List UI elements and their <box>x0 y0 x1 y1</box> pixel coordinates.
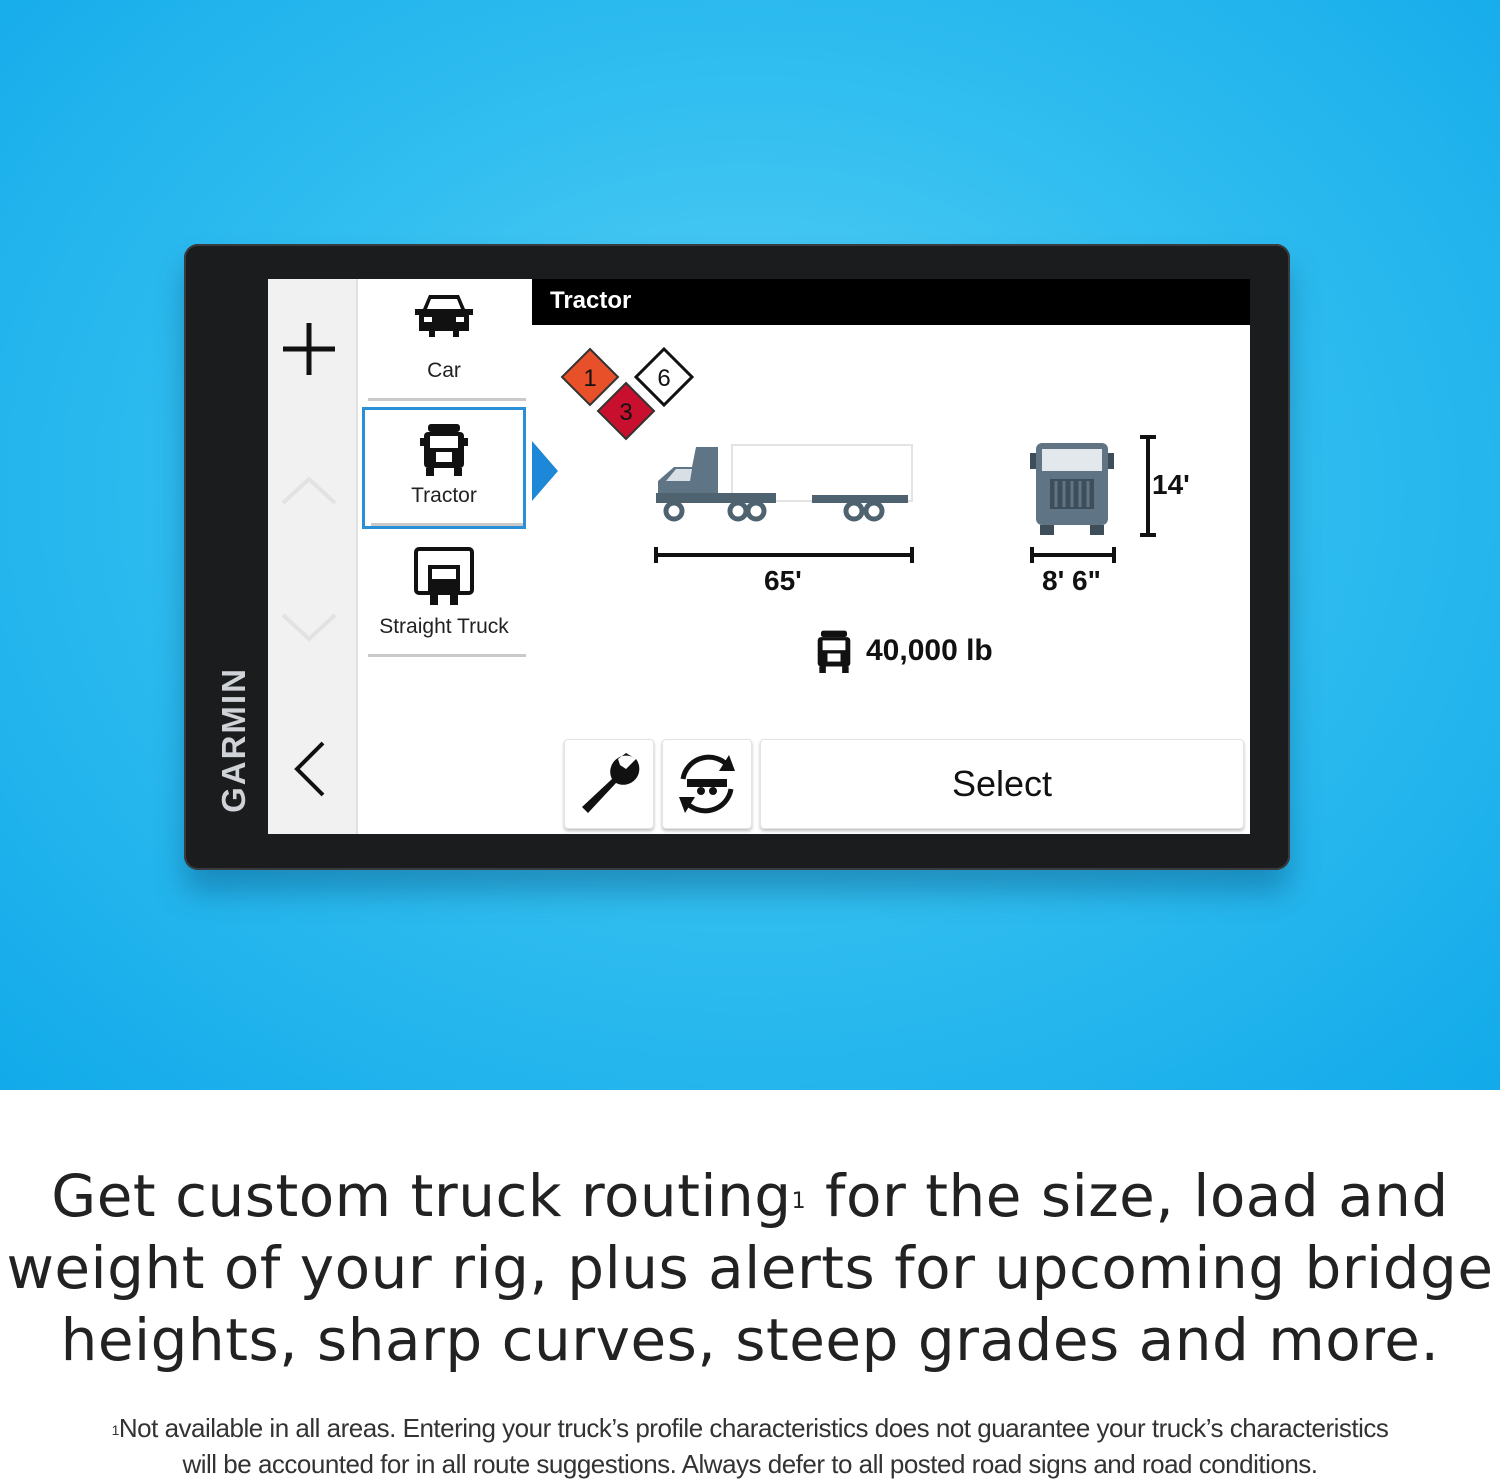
length-value: 65' <box>764 565 802 596</box>
vehicle-detail-panel <box>532 279 1250 834</box>
weight-readout <box>814 629 993 673</box>
vehicle-profile-list <box>358 279 532 834</box>
svg-text:6: 6 <box>657 365 671 392</box>
weight-value: 40,000 lb <box>866 634 993 667</box>
hazmat-placards <box>560 345 700 445</box>
divider <box>371 523 523 526</box>
side-rail <box>268 279 358 834</box>
list-item-label: Car <box>427 359 461 382</box>
width-value: 8' 6" <box>1042 565 1101 596</box>
length-dimension-line <box>654 545 916 565</box>
brand-logo: GARMIN <box>215 667 252 813</box>
list-item-tractor[interactable] <box>362 407 526 529</box>
truck-weight-icon <box>814 629 854 673</box>
scroll-down-button[interactable] <box>268 599 350 659</box>
chevron-up-icon <box>279 471 339 507</box>
marketing-caption: Get custom truck routing$^1$ for the size, load and weight of your rig, plus alerts for upcoming bridge heights, sharp curves, steep grades and more. <box>6 1162 1494 1374</box>
back-button[interactable] <box>268 729 350 809</box>
title-bar <box>532 279 1250 325</box>
tractor-truck-icon <box>420 422 468 476</box>
width-dimension-line <box>1030 545 1116 565</box>
list-item-straight-truck[interactable] <box>362 535 526 657</box>
footnote: $^1$Not available in all areas. Entering your truck’s profile characteristics does not guarantee your truck’s characteristics will be accounted for in all route suggestions. Always defer to all posted road signs and road conditions. <box>111 1413 1389 1479</box>
settings-button[interactable] <box>564 739 654 829</box>
scroll-up-button[interactable] <box>268 459 350 519</box>
select-button-label: Select <box>951 763 1053 804</box>
list-item-label: Straight Truck <box>379 615 509 638</box>
back-arrow-icon <box>289 739 329 799</box>
hazmat-placard-3 <box>598 383 654 439</box>
page-title: Tractor <box>550 287 632 314</box>
height-value: 14' <box>1152 469 1190 500</box>
divider <box>368 654 526 657</box>
switch-profile-button[interactable] <box>662 739 752 829</box>
list-item-car[interactable] <box>362 279 526 401</box>
svg-text:1: 1 <box>583 365 597 392</box>
car-icon <box>411 291 477 339</box>
tractor-trailer-side-illustration <box>652 437 922 527</box>
svg-text:3: 3 <box>619 399 633 426</box>
add-button[interactable] <box>268 309 350 389</box>
select-button[interactable] <box>760 739 1244 829</box>
divider <box>368 398 526 401</box>
plus-icon <box>279 319 339 379</box>
tractor-front-illustration <box>1030 439 1114 539</box>
device-screen <box>268 279 1250 834</box>
wrench-icon <box>574 749 644 819</box>
cycle-trailer-icon <box>669 749 745 819</box>
list-item-label: Tractor <box>411 484 477 507</box>
hazmat-placard-6 <box>636 349 692 405</box>
hazmat-placard-1 <box>562 349 618 405</box>
chevron-down-icon <box>279 611 339 647</box>
straight-truck-icon <box>414 547 474 607</box>
